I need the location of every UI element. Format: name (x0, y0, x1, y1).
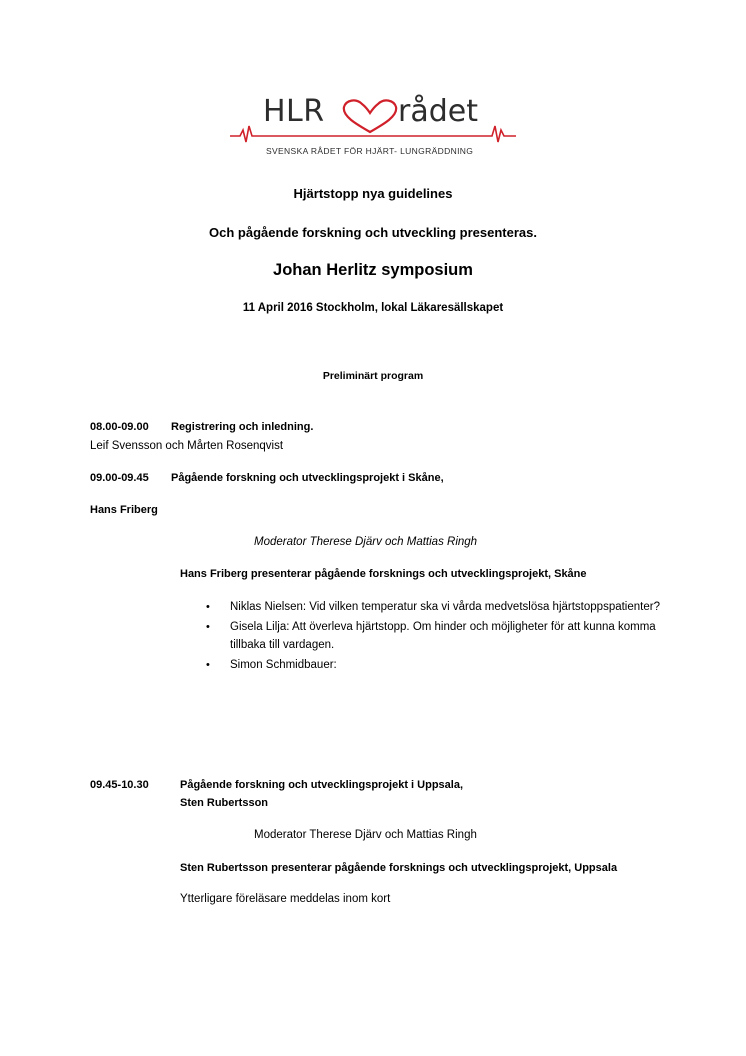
list-item-text: Gisela Lilja: Att överleva hjärtstopp. Om hinder och möjligheter för att kunna komma tillbaka till vardagen. (230, 621, 656, 651)
session-3-time: 09.45-10.30 (90, 779, 149, 791)
header-line1: Hjärtstopp nya guidelines (293, 186, 453, 201)
session-3-title: Pågående forskning och utvecklingsprojekt i Uppsala, (180, 779, 464, 791)
session-3-moderator: Moderator Therese Djärv och Mattias Ringh (254, 829, 477, 841)
session-1-time: 08.00-09.00 (90, 421, 149, 433)
bullet-icon: • (206, 659, 210, 671)
session-3-presenter: Sten Rubertsson (180, 797, 269, 809)
session-2-presentation: Hans Friberg presenterar pågående forsknings och utvecklingsprojekt, Skåne (180, 568, 587, 580)
list-item (200, 618, 670, 654)
logo-subtitle: SVENSKA RÅDET FÖR HJÄRT- LUNGRÄDDNING (266, 146, 474, 156)
header-line2: Och pågående forskning och utveckling presenteras. (209, 225, 537, 240)
list-item-text: Simon Schmidbauer: (230, 659, 337, 671)
list-item (200, 598, 670, 616)
program-title: Preliminärt program (322, 370, 424, 382)
ecg-line-left (230, 126, 262, 142)
hlr-radet-logo (228, 94, 518, 160)
session-2-presenter: Hans Friberg (90, 504, 158, 516)
session-2-moderator: Moderator Therese Djärv och Mattias Ringh (254, 536, 478, 548)
session-2-title: Pågående forskning och utvecklingsprojekt i Skåne, (171, 472, 444, 484)
logo-title-left: HLR (263, 94, 325, 129)
heart-shape (344, 100, 396, 132)
session-2-speaker-list (200, 598, 670, 676)
session-1-speakers: Leif Svensson och Mårten Rosenqvist (90, 440, 284, 452)
list-item (200, 656, 670, 674)
list-item-text: Niklas Nielsen: Vid vilken temperatur ska vi vårda medvetslösa hjärtstoppspatienter? (230, 601, 660, 613)
bullet-icon: • (206, 601, 210, 613)
page-title: Johan Herlitz symposium (273, 261, 473, 279)
logo-title-right: rådet (398, 94, 478, 129)
session-1-title: Registrering och inledning. (171, 421, 314, 433)
session-3-presentation: Sten Rubertsson presenterar pågående forsknings och utvecklingsprojekt, Uppsala (180, 862, 618, 874)
bullet-icon: • (206, 621, 210, 633)
session-2-time: 09.00-09.45 (90, 472, 149, 484)
date-location: 11 April 2016 Stockholm, lokal Läkaresällskapet (242, 302, 504, 314)
ecg-line-right (488, 126, 516, 142)
session-3-note: Ytterligare föreläsare meddelas inom kort (180, 893, 391, 905)
